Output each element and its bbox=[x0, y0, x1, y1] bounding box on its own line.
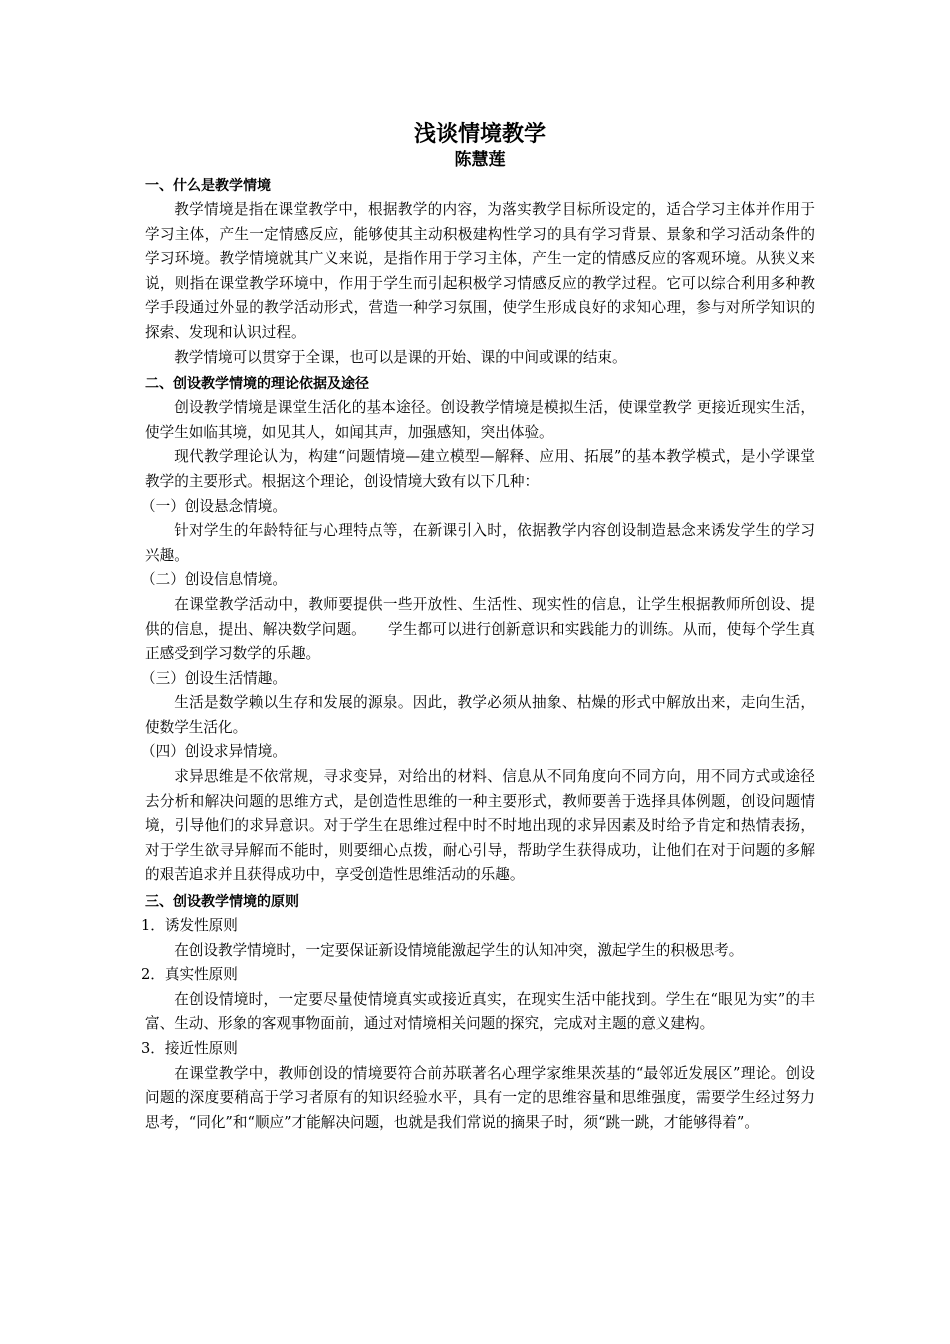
paragraph: 针对学生的年龄特征与心理特点等，在新课引入时，依据教学内容创设制造悬念来诱发学生的学习兴趣。 bbox=[145, 522, 815, 564]
paragraph: 现代教学理论认为，构建“问题情境—建立模型—解释、应用、拓展”的基本教学模式，是小学课堂教学的主要形式。根据这个理论，创设情境大致有以下几种： bbox=[145, 448, 815, 490]
subsection-label: （二）创设信息情境。 bbox=[141, 571, 287, 589]
paragraph: 教学情境可以贯穿于全课，也可以是课的开始、课的中间或课的结束。 bbox=[174, 348, 627, 366]
principle-label: 3．接近性原则 bbox=[141, 1040, 238, 1057]
paragraph: 生活是数学赖以生存和发展的源泉。因此，教学必须从抽象、枯燥的形式中解放出来，走向生活，使数学生活化。 bbox=[145, 694, 815, 736]
paragraph: 求异思维是不依常规，寻求变异，对给出的材料、信息从不同角度向不同方向，用不同方式或途径去分析和解决问题的思维方式，是创造性思维的一种主要形式，教师要善于选择具体例题，创设问题情境，引导他们的求异意识。对于学生在思维过程中时不时地出现的求异因素及时给予肯定和热情表扬，对于学生欲寻异解而不能时，则要细心点拨，耐心引导，帮助学生获得成功，让他们在对于问题的多解的艰苦追求并且获得成功中，享受创造性思维活动的乐趣。 bbox=[145, 768, 815, 884]
subsection-label: （三）创设生活情趣。 bbox=[141, 669, 287, 687]
paragraph: 在创设情境时，一定要尽量使情境真实或接近真实，在现实生活中能找到。学生在“眼见为实”的丰富、生动、形象的客观事物面前，通过对情境相关问题的探究，完成对主题的意义建构。 bbox=[145, 990, 815, 1033]
paragraph: 在创设教学情境时，一定要保证新设情境能激起学生的认知冲突，激起学生的积极思考。 bbox=[174, 941, 744, 959]
principle-label: 1．诱发性原则 bbox=[141, 917, 238, 935]
subsection-label: （一）创设悬念情境。 bbox=[141, 497, 287, 515]
document-title: 浅谈情境教学 bbox=[413, 122, 546, 147]
section-2 bbox=[141, 372, 815, 888]
paragraph: 教学情境是指在课堂教学中，根据教学的内容，为落实教学目标所设定的，适合学习主体并作用于学习主体，产生一定情感反应，能够使其主动积极建构性学习的具有学习背景、景象和学习活动条件的学习环境。教学情境就其广义来说，是指作用于学习主体，产生一定的情感反应的客观环境。从狭义来说，则指在课堂教学环境中，作用于学生而引起积极学习情感反应的教学过程。它可以综合利用多种教学手段通过外显的教学活动形式，营造一种学习氛围，使学生形成良好的求知心理，参与对所学知识的探索、发现和认识过程。 bbox=[145, 201, 815, 341]
paragraph: 在课堂教学活动中，教师要提供一些开放性、生活性、现实性的信息，让学生根据教师所创设、提供的信息，提出、解决数学问题。 学生都可以进行创新意识和实践能力的训练。从而，使每个学生真正感受到学习数学的乐趣。 bbox=[145, 595, 815, 663]
section-heading: 三、创设教学情境的原则 bbox=[145, 894, 299, 911]
subsection-label: （四）创设求异情境。 bbox=[141, 743, 287, 761]
section-heading: 一、什么是教学情境 bbox=[145, 178, 271, 194]
document-author: 陈慧莲 bbox=[454, 150, 506, 170]
section-heading: 二、创设教学情境的理论依据及途径 bbox=[145, 376, 369, 393]
paragraph: 在课堂教学中，教师创设的情境要符合前苏联著名心理学家维果茨基的“最邻近发展区”理论。创设问题的深度要稍高于学习者原有的知识经验水平，具有一定的思维容量和思维强度，需要学生经过努力思考，“同化”和“顺应”才能解决问题，也就是我们常说的摘果子时，须“跳一跳，才能够得着”。 bbox=[145, 1064, 815, 1131]
section-3 bbox=[141, 890, 815, 1135]
paragraph: 创设教学情境是课堂生活化的基本途径。创设教学情境是模拟生活，使课堂教学 更接近现实生活，使学生如临其境，如见其人，如闻其声，加强感知，突出体验。 bbox=[145, 399, 815, 441]
section-1 bbox=[145, 174, 815, 370]
principle-label: 2．真实性原则 bbox=[141, 966, 238, 984]
document-page bbox=[141, 122, 815, 1135]
